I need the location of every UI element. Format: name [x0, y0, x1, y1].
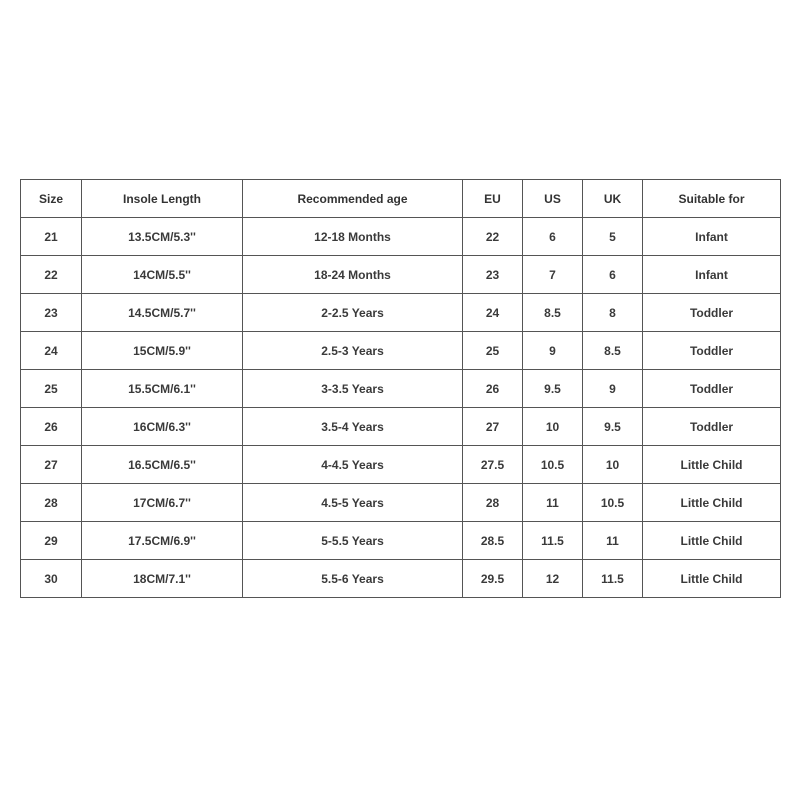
table-row	[21, 332, 781, 370]
cell-recommended-age: 5.5-6 Years	[243, 560, 463, 598]
cell-size: 23	[21, 294, 82, 332]
cell-uk: 11	[583, 522, 643, 560]
table-row	[21, 484, 781, 522]
cell-eu: 27	[463, 408, 523, 446]
cell-recommended-age: 2.5-3 Years	[243, 332, 463, 370]
cell-recommended-age: 3.5-4 Years	[243, 408, 463, 446]
cell-suitable-for: Little Child	[643, 560, 781, 598]
cell-us: 11.5	[523, 522, 583, 560]
table-body	[21, 218, 781, 598]
cell-insole-length: 14CM/5.5''	[82, 256, 243, 294]
header-uk: UK	[583, 180, 643, 218]
cell-recommended-age: 12-18 Months	[243, 218, 463, 256]
cell-uk: 11.5	[583, 560, 643, 598]
cell-recommended-age: 4.5-5 Years	[243, 484, 463, 522]
cell-us: 10.5	[523, 446, 583, 484]
cell-size: 24	[21, 332, 82, 370]
cell-eu: 27.5	[463, 446, 523, 484]
cell-recommended-age: 2-2.5 Years	[243, 294, 463, 332]
cell-size: 27	[21, 446, 82, 484]
cell-uk: 8.5	[583, 332, 643, 370]
header-eu: EU	[463, 180, 523, 218]
cell-suitable-for: Little Child	[643, 484, 781, 522]
cell-uk: 5	[583, 218, 643, 256]
cell-insole-length: 14.5CM/5.7''	[82, 294, 243, 332]
cell-insole-length: 15.5CM/6.1''	[82, 370, 243, 408]
header-us: US	[523, 180, 583, 218]
cell-size: 21	[21, 218, 82, 256]
cell-eu: 24	[463, 294, 523, 332]
table-row	[21, 560, 781, 598]
cell-size: 26	[21, 408, 82, 446]
cell-eu: 22	[463, 218, 523, 256]
table-row	[21, 218, 781, 256]
cell-suitable-for: Infant	[643, 218, 781, 256]
cell-us: 6	[523, 218, 583, 256]
cell-suitable-for: Little Child	[643, 446, 781, 484]
table-row	[21, 294, 781, 332]
header-row	[21, 180, 781, 218]
cell-suitable-for: Toddler	[643, 408, 781, 446]
cell-size: 29	[21, 522, 82, 560]
table-row	[21, 522, 781, 560]
cell-suitable-for: Infant	[643, 256, 781, 294]
cell-uk: 10.5	[583, 484, 643, 522]
cell-recommended-age: 3-3.5 Years	[243, 370, 463, 408]
header-insole-length: Insole Length	[82, 180, 243, 218]
cell-insole-length: 15CM/5.9''	[82, 332, 243, 370]
cell-insole-length: 16.5CM/6.5''	[82, 446, 243, 484]
cell-recommended-age: 18-24 Months	[243, 256, 463, 294]
header-recommended-age: Recommended age	[243, 180, 463, 218]
cell-eu: 25	[463, 332, 523, 370]
cell-suitable-for: Toddler	[643, 370, 781, 408]
cell-eu: 28	[463, 484, 523, 522]
cell-us: 11	[523, 484, 583, 522]
size-chart-table	[20, 179, 781, 598]
cell-insole-length: 18CM/7.1''	[82, 560, 243, 598]
header-size: Size	[21, 180, 82, 218]
cell-us: 10	[523, 408, 583, 446]
cell-recommended-age: 5-5.5 Years	[243, 522, 463, 560]
cell-uk: 8	[583, 294, 643, 332]
cell-us: 12	[523, 560, 583, 598]
cell-us: 7	[523, 256, 583, 294]
cell-size: 25	[21, 370, 82, 408]
cell-insole-length: 13.5CM/5.3''	[82, 218, 243, 256]
cell-size: 30	[21, 560, 82, 598]
table-row	[21, 256, 781, 294]
cell-eu: 29.5	[463, 560, 523, 598]
cell-uk: 9.5	[583, 408, 643, 446]
cell-size: 22	[21, 256, 82, 294]
cell-us: 8.5	[523, 294, 583, 332]
table-row	[21, 408, 781, 446]
cell-eu: 23	[463, 256, 523, 294]
cell-us: 9	[523, 332, 583, 370]
cell-uk: 6	[583, 256, 643, 294]
cell-eu: 26	[463, 370, 523, 408]
cell-uk: 10	[583, 446, 643, 484]
table-row	[21, 370, 781, 408]
cell-recommended-age: 4-4.5 Years	[243, 446, 463, 484]
cell-insole-length: 17.5CM/6.9''	[82, 522, 243, 560]
cell-insole-length: 16CM/6.3''	[82, 408, 243, 446]
cell-suitable-for: Little Child	[643, 522, 781, 560]
cell-us: 9.5	[523, 370, 583, 408]
cell-suitable-for: Toddler	[643, 332, 781, 370]
cell-uk: 9	[583, 370, 643, 408]
cell-size: 28	[21, 484, 82, 522]
table-row	[21, 446, 781, 484]
cell-eu: 28.5	[463, 522, 523, 560]
cell-insole-length: 17CM/6.7''	[82, 484, 243, 522]
cell-suitable-for: Toddler	[643, 294, 781, 332]
header-suitable-for: Suitable for	[643, 180, 781, 218]
